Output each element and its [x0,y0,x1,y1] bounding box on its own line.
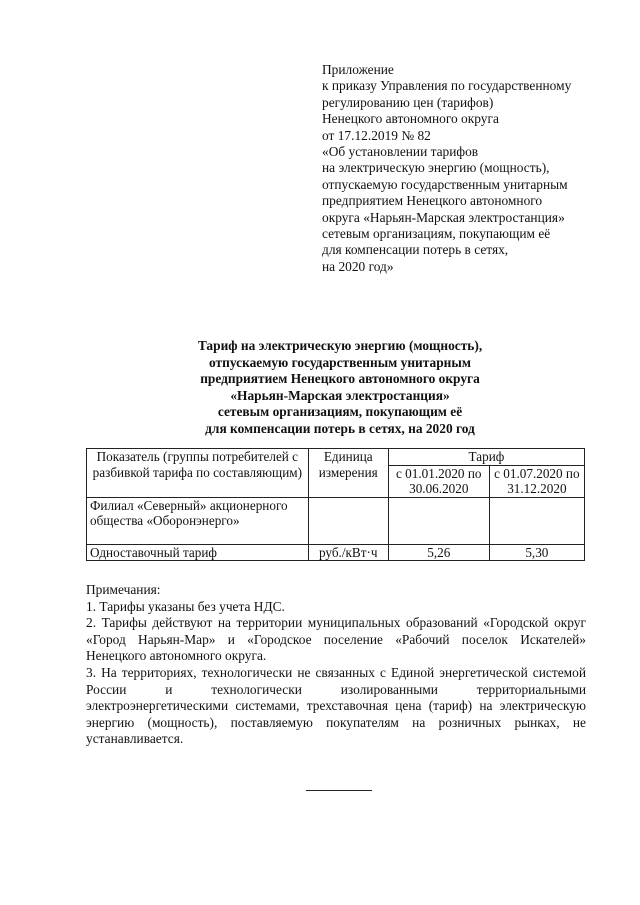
appendix-line: для компенсации потерь в сетях, [322,242,509,258]
appendix-line: регулированию цен (тарифов) [322,94,494,110]
appendix-line: к приказу Управления по государственному [322,78,572,94]
table-header-row [87,449,585,466]
appendix-line: отпускаемую государственным унитарным [322,176,568,192]
appendix-line: на 2020 год» [322,258,394,274]
header-period-2: с 01.07.2020 по 31.12.2020 [489,465,584,497]
appendix-line: Приложение [322,62,394,77]
tariff-table [86,448,585,561]
appendix-line: «Об установлении тарифов [322,144,479,160]
appendix-line: от 17.12.2019 № 82 [322,127,431,143]
table-row [87,497,585,544]
title-line: Тариф на электрическую энергию (мощность), [197,338,483,353]
appendix-block [322,62,622,275]
note-item: 1. Тарифы указаны без учета НДС. [86,598,285,614]
appendix-line: округа «Нарьян-Марская электростанция» [322,209,565,225]
title-line: предприятием Ненецкого автономного округа [200,371,480,387]
appendix-line: предприятием Ненецкого автономного [322,193,543,209]
cell-period-2 [489,497,584,544]
title-line: для компенсации потерь в сетях, на 2020 год [205,420,475,436]
document-title [90,338,590,438]
notes-heading: Примечания: [86,582,161,597]
title-line: сетевым организациям, покупающим её [217,404,463,420]
title-line: отпускаемую государственным унитарным [209,354,471,370]
notes-block [86,582,586,748]
title-line: «Нарьян-Марская электростанция» [230,387,450,403]
table-row [87,544,585,561]
header-unit: Единица измерения [308,449,388,498]
appendix-line: на электрическую энергию (мощность), [322,160,550,176]
cell-period-1 [388,497,489,544]
cell-unit [308,497,388,544]
header-indicator: Показатель (группы потребителей с разбивкой тарифа по составляющим) [87,449,309,498]
header-period-1: с 01.01.2020 по 30.06.2020 [388,465,489,497]
note-item: 3. На территориях, технологически не связанных с Единой энергетической системой России и технологически изолированными территориальными электроэнергетическими системами, трехставочная цена (тариф) на электрическую энергию (мощность), поставляемую покупателям на розничных рынках, не устанавливается. [86,664,586,747]
appendix-line: сетевым организациям, покупающим её [322,226,551,242]
cell-unit: руб./кВт·ч [308,544,388,561]
cell-indicator: Одноставочный тариф [87,544,309,561]
cell-indicator: Филиал «Северный» акционерного общества «Оборонэнерго» [87,497,309,544]
note-item: 2. Тарифы действуют на территории муниципальных образований «Городской округ «Город Нарьян-Мар» и «Городское поселение «Рабочий поселок Искателей» Ненецкого автономного округа. [86,615,586,664]
appendix-line: Ненецкого автономного округа [322,111,499,127]
cell-period-1: 5,26 [388,544,489,561]
cell-period-2: 5,30 [489,544,584,561]
header-tariff: Тариф [388,449,584,466]
closing-divider-line [306,790,372,791]
